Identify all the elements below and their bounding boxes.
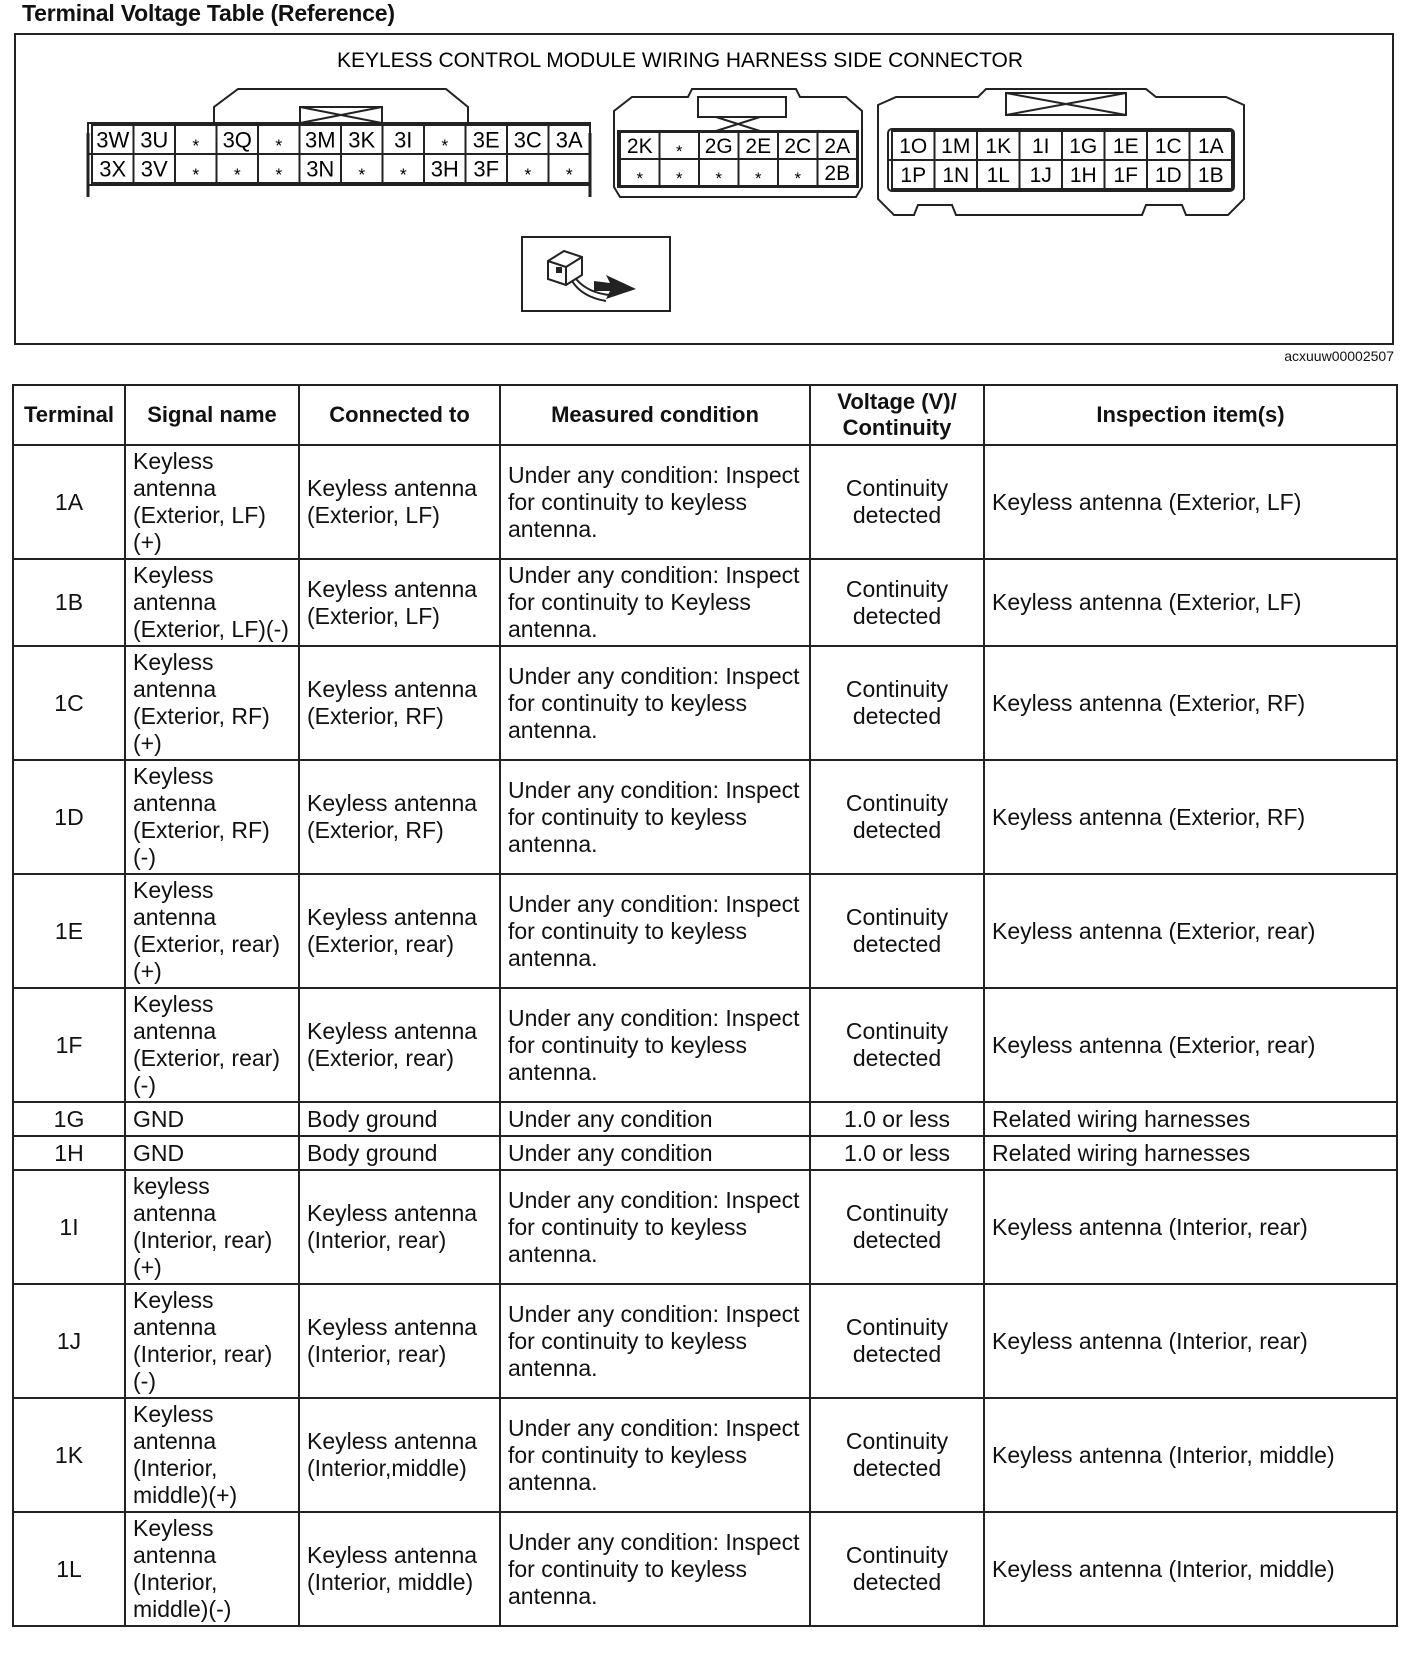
cell-terminal: 1H: [13, 1136, 125, 1170]
cell-connected: Keyless antenna (Interior, rear): [299, 1170, 500, 1284]
cell-value: Continuity detected: [810, 988, 984, 1102]
table-row: [13, 1102, 1397, 1136]
pin-label: 1M: [941, 135, 971, 159]
cell-condition: Under any condition: Inspect for continuity to keyless antenna.: [500, 445, 810, 559]
pin-label: 1N: [942, 164, 970, 188]
pin-label: *: [675, 142, 683, 162]
pin-label: 1O: [899, 135, 928, 159]
cell-inspection: Related wiring harnesses: [984, 1102, 1397, 1136]
pin-label: *: [675, 169, 683, 189]
table-row: [13, 874, 1397, 988]
header-connected-to: Connected to: [299, 385, 500, 445]
cell-value: 1.0 or less: [810, 1136, 984, 1170]
page-title: Terminal Voltage Table (Reference): [22, 0, 395, 26]
pin-label: *: [441, 135, 449, 156]
pin-label: 3M: [304, 127, 336, 153]
cell-terminal: 1D: [13, 760, 125, 874]
diagram-caption: KEYLESS CONTROL MODULE WIRING HARNESS SIDE CONNECTOR: [336, 49, 1024, 72]
cell-connected: Keyless antenna (Exterior, RF): [299, 646, 500, 760]
pin-label: 1P: [900, 164, 927, 188]
pin-label: 3V: [140, 156, 168, 182]
table-row: [13, 1170, 1397, 1284]
cell-value: Continuity detected: [810, 1512, 984, 1626]
cell-connected: Keyless antenna (Interior, rear): [299, 1284, 500, 1398]
table-row: [13, 1398, 1397, 1512]
table-row: [13, 646, 1397, 760]
cell-value: Continuity detected: [810, 874, 984, 988]
cell-signal: Keyless antenna (Exterior, rear)(+): [125, 874, 299, 988]
table-row: [13, 445, 1397, 559]
pin-label: *: [565, 164, 573, 185]
pin-label: *: [192, 164, 200, 185]
cell-condition: Under any condition: Inspect for continuity to keyless antenna.: [500, 1170, 810, 1284]
cell-terminal: 1K: [13, 1398, 125, 1512]
cell-inspection: Keyless antenna (Interior, rear): [984, 1284, 1397, 1398]
cell-signal: Keyless antenna (Exterior, RF)(+): [125, 646, 299, 760]
cell-signal: Keyless antenna (Interior, middle)(+): [125, 1398, 299, 1512]
pin-label: *: [275, 135, 283, 156]
cell-inspection: Keyless antenna (Interior, rear): [984, 1170, 1397, 1284]
cell-connected: Keyless antenna (Exterior, LF): [299, 559, 500, 646]
cell-condition: Under any condition: Inspect for continuity to keyless antenna.: [500, 646, 810, 760]
table-row: [13, 559, 1397, 646]
pin-label: *: [636, 169, 644, 189]
pin-label: 1E: [1112, 135, 1139, 159]
cell-signal: Keyless antenna (Exterior, RF)(-): [125, 760, 299, 874]
cell-value: Continuity detected: [810, 1284, 984, 1398]
cell-value: Continuity detected: [810, 646, 984, 760]
connector-1-pins: [892, 131, 1232, 189]
table-row: [13, 988, 1397, 1102]
pin-label: 1A: [1197, 135, 1224, 159]
cell-connected: Keyless antenna (Exterior, RF): [299, 760, 500, 874]
pin-label: 2A: [824, 135, 851, 159]
cell-connected: Keyless antenna (Interior,middle): [299, 1398, 500, 1512]
pin-label: 3Q: [222, 127, 252, 153]
cell-inspection: Keyless antenna (Exterior, RF): [984, 760, 1397, 874]
cell-inspection: Related wiring harnesses: [984, 1136, 1397, 1170]
pin-label: 1H: [1069, 164, 1097, 188]
header-voltage-continuity: Voltage (V)/ Continuity: [810, 385, 984, 445]
table-header-row: [13, 385, 1397, 445]
pin-label: 1D: [1154, 164, 1182, 188]
cell-signal: keyless antenna (Interior, rear)(+): [125, 1170, 299, 1284]
cell-signal: Keyless antenna (Exterior, rear)(-): [125, 988, 299, 1102]
pin-label: 3X: [99, 156, 127, 182]
pin-label: *: [715, 169, 723, 189]
pin-label: 3E: [472, 127, 500, 153]
cell-terminal: 1A: [13, 445, 125, 559]
pin-label: 1J: [1029, 164, 1052, 188]
cell-terminal: 1E: [13, 874, 125, 988]
cell-value: Continuity detected: [810, 559, 984, 646]
pin-label: 3W: [96, 127, 130, 153]
cell-condition: Under any condition: Inspect for continuity to keyless antenna.: [500, 760, 810, 874]
cell-inspection: Keyless antenna (Exterior, rear): [984, 988, 1397, 1102]
cell-terminal: 1J: [13, 1284, 125, 1398]
pin-label: *: [192, 135, 200, 156]
cell-value: Continuity detected: [810, 445, 984, 559]
header-terminal: Terminal: [13, 385, 125, 445]
cell-connected: Body ground: [299, 1136, 500, 1170]
connector-diagram-svg: [16, 35, 1392, 343]
pin-label: 3K: [348, 127, 376, 153]
cell-condition: Under any condition: Inspect for continuity to keyless antenna.: [500, 988, 810, 1102]
cell-inspection: Keyless antenna (Exterior, rear): [984, 874, 1397, 988]
cell-terminal: 1B: [13, 559, 125, 646]
cell-signal: Keyless antenna (Exterior, LF)(+): [125, 445, 299, 559]
cell-inspection: Keyless antenna (Interior, middle): [984, 1512, 1397, 1626]
connector-diagram: [14, 33, 1394, 345]
pin-label: 2E: [745, 135, 772, 159]
cell-terminal: 1L: [13, 1512, 125, 1626]
pin-label: 1I: [1031, 135, 1050, 159]
cell-condition: Under any condition: Inspect for continuity to keyless antenna.: [500, 1398, 810, 1512]
cell-connected: Keyless antenna (Exterior, rear): [299, 874, 500, 988]
harness-side-view-icon: [522, 237, 670, 311]
terminal-voltage-table: [12, 384, 1398, 1627]
pin-label: 3A: [555, 127, 583, 153]
cell-connected: Keyless antenna (Interior, middle): [299, 1512, 500, 1626]
cell-inspection: Keyless antenna (Exterior, LF): [984, 445, 1397, 559]
pin-label: 3N: [306, 156, 335, 182]
pin-label: *: [794, 169, 802, 189]
pin-label: *: [754, 169, 762, 189]
pin-label: 1C: [1154, 135, 1182, 159]
pin-label: 2K: [626, 135, 653, 159]
cell-value: 1.0 or less: [810, 1102, 984, 1136]
header-measured-condition: Measured condition: [500, 385, 810, 445]
table-row: [13, 1512, 1397, 1626]
pin-label: 3C: [513, 127, 542, 153]
cell-inspection: Keyless antenna (Exterior, RF): [984, 646, 1397, 760]
pin-label: 1L: [986, 164, 1010, 188]
header-signal-name: Signal name: [125, 385, 299, 445]
cell-signal: Keyless antenna (Exterior, LF)(-): [125, 559, 299, 646]
pin-label: *: [399, 164, 407, 185]
cell-condition: Under any condition: Inspect for continuity to Keyless antenna.: [500, 559, 810, 646]
cell-signal: GND: [125, 1136, 299, 1170]
cell-signal: GND: [125, 1102, 299, 1136]
cell-inspection: Keyless antenna (Interior, middle): [984, 1398, 1397, 1512]
pin-label: 1F: [1113, 164, 1139, 188]
figure-id: acxuuw00002507: [1284, 348, 1394, 364]
cell-terminal: 1I: [13, 1170, 125, 1284]
cell-signal: Keyless antenna (Interior, rear)(-): [125, 1284, 299, 1398]
pin-label: 3F: [473, 156, 500, 182]
pin-label: 2C: [784, 135, 812, 159]
pin-label: 3U: [140, 127, 169, 153]
table-row: [13, 760, 1397, 874]
pin-label: 2B: [824, 162, 851, 186]
pin-label: 3H: [430, 156, 459, 182]
cell-connected: Keyless antenna (Exterior, LF): [299, 445, 500, 559]
connector-2-pins: [620, 132, 857, 188]
table-row: [13, 1136, 1397, 1170]
cell-condition: Under any condition: Inspect for continuity to keyless antenna.: [500, 1512, 810, 1626]
cell-connected: Keyless antenna (Exterior, rear): [299, 988, 500, 1102]
header-inspection-items: Inspection item(s): [984, 385, 1397, 445]
cell-condition: Under any condition: Inspect for continuity to keyless antenna.: [500, 874, 810, 988]
cell-value: Continuity detected: [810, 1398, 984, 1512]
table-row: [13, 1284, 1397, 1398]
cell-connected: Body ground: [299, 1102, 500, 1136]
connector-3-pins: [92, 125, 590, 185]
cell-condition: Under any condition: [500, 1136, 810, 1170]
cell-condition: Under any condition: [500, 1102, 810, 1136]
cell-value: Continuity detected: [810, 760, 984, 874]
pin-label: *: [233, 164, 241, 185]
pin-label: 3I: [394, 127, 413, 153]
pin-label: 1G: [1069, 135, 1098, 159]
cell-inspection: Keyless antenna (Exterior, LF): [984, 559, 1397, 646]
cell-terminal: 1F: [13, 988, 125, 1102]
pin-label: 2G: [704, 135, 733, 159]
pin-label: *: [524, 164, 532, 185]
cell-signal: Keyless antenna (Interior, middle)(-): [125, 1512, 299, 1626]
pin-label: 1K: [985, 135, 1012, 159]
cell-value: Continuity detected: [810, 1170, 984, 1284]
pin-label: *: [275, 164, 283, 185]
pin-label: 1B: [1197, 164, 1224, 188]
cell-terminal: 1C: [13, 646, 125, 760]
cell-condition: Under any condition: Inspect for continuity to keyless antenna.: [500, 1284, 810, 1398]
cell-terminal: 1G: [13, 1102, 125, 1136]
pin-label: *: [358, 164, 366, 185]
